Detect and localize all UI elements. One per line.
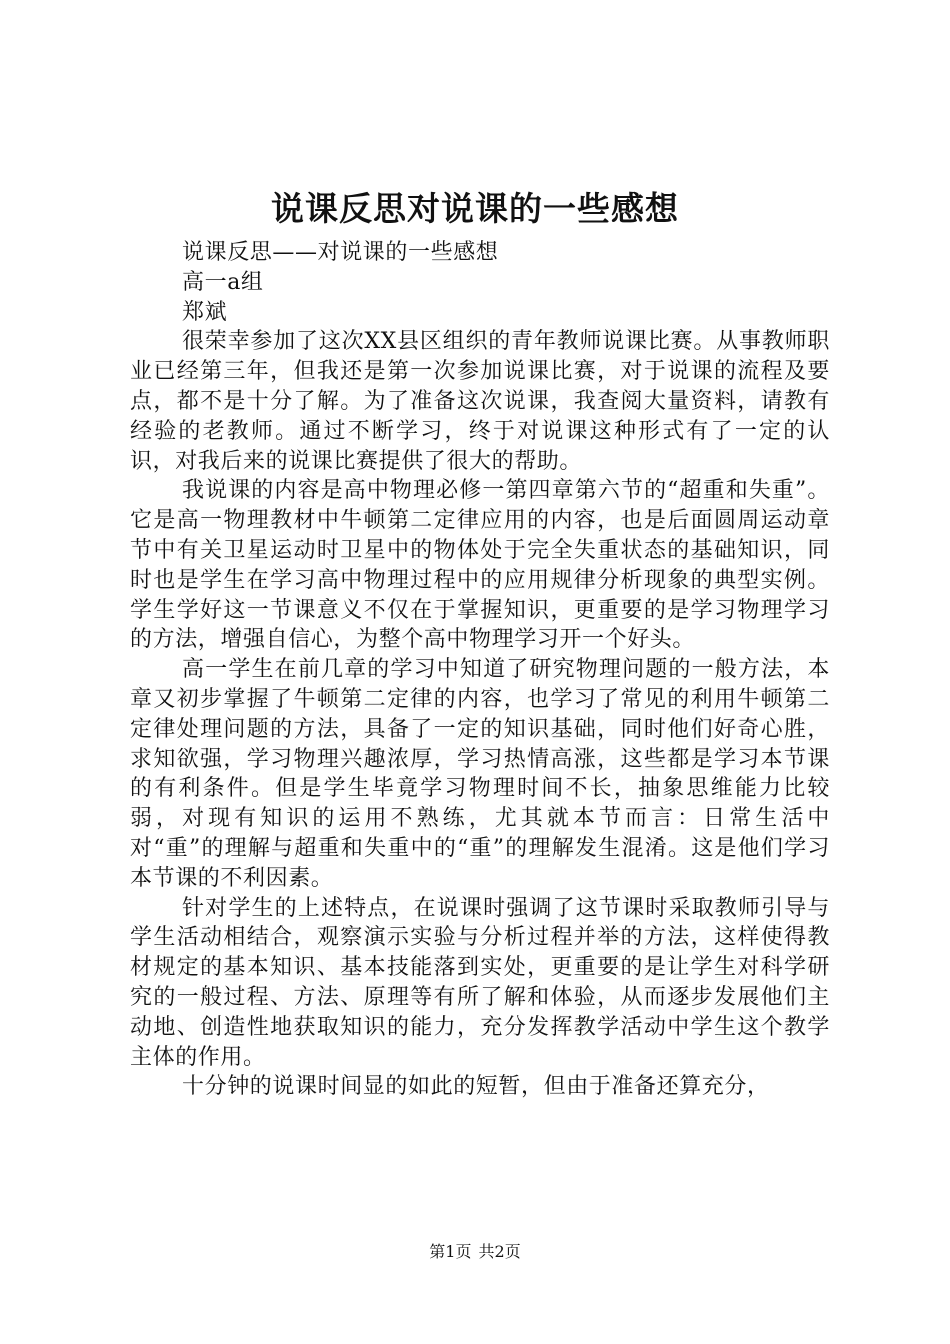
document-subtitle: 说课反思——对说课的一些感想 [182, 240, 499, 265]
document-body [130, 238, 830, 1102]
document-title: 说课反思对说课的一些感想 [271, 189, 679, 228]
paragraph: 很荣幸参加了这次XX县区组织的青年教师说课比赛。从事教师职业已经第三年，但我还是第一次参加说课比赛，对于说课的流程及要点，都不是十分了解。为了准备这次说课，我查阅大量资料，请教有经验的老教师。通过不断学习，终于对说课这种形式有了一定的认识，对我后来的说课比赛提供了很大的帮助。 [130, 329, 830, 474]
paragraph: 针对学生的上述特点，在说课时强调了这节课时采取教师引导与学生活动相结合，观察演示实验与分析过程并举的方法，这样使得教材规定的基本知识、基本技能落到实处，更重要的是让学生对科学研究的一般过程、方法、原理等有所了解和体验，从而逐步发展他们主动地、创造性地获取知识的能力，充分发挥教学活动中学生这个教学主体的作用。 [130, 895, 830, 1070]
page-number-footer: 第1页 共2页 [429, 1242, 521, 1261]
paragraph: 十分钟的说课时间显的如此的短暂，但由于准备还算充分， [182, 1074, 770, 1100]
group-name: 高一a组 [182, 269, 264, 295]
author-name: 郑斌 [182, 299, 228, 325]
paragraph: 高一学生在前几章的学习中知道了研究物理问题的一般方法，本章又初步掌握了牛顿第二定律的内容，也学习了常见的利用牛顿第二定律处理问题的方法，具备了一定的知识基础，同时他们好奇心胜，求知欲强，学习物理兴趣浓厚，学习热情高涨，这些都是学习本节课的有利条件。但是学生毕竟学习物理时间不长，抽象思维能力比较弱，对现有知识的运用不熟练，尤其就本节而言：日常生活中对“重”的理解与超重和失重中的“重”的理解发生混淆。这是他们学习本节课的不利因素。 [130, 657, 830, 891]
paragraph: 我说课的内容是高中物理必修一第四章第六节的“超重和失重”。它是高一物理教材中牛顿第二定律应用的内容，也是后面圆周运动章节中有关卫星运动时卫星中的物体处于完全失重状态的基础知识，同时也是学生在学习高中物理过程中的应用规律分析现象的典型实例。学生学好这一节课意义不仅在于掌握知识，更重要的是学习物理学习的方法，增强自信心，为整个高中物理学习开一个好头。 [130, 478, 830, 653]
